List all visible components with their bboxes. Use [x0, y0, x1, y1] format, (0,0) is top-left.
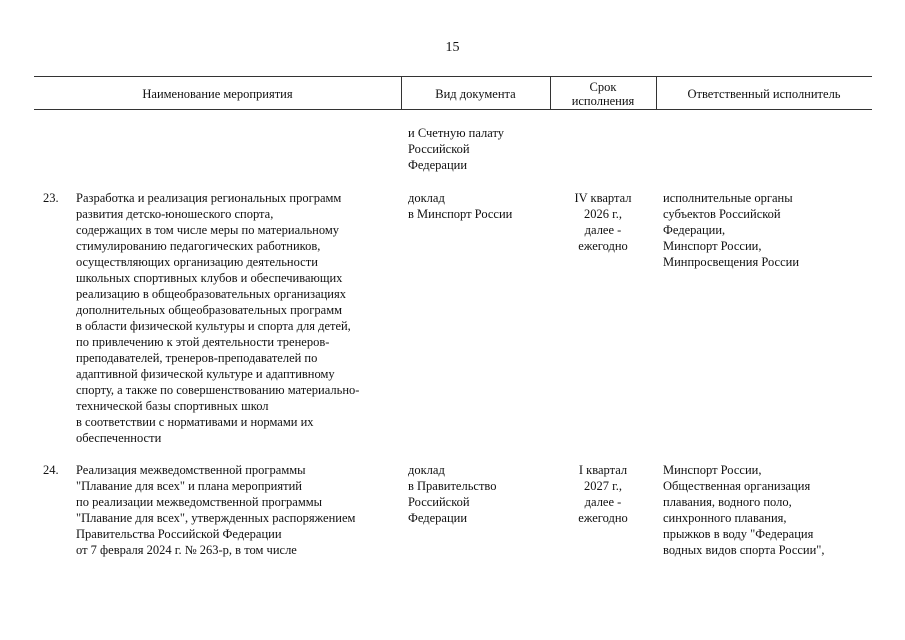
- header-name: Наименование мероприятия: [142, 86, 293, 101]
- page-number: 15: [445, 40, 460, 55]
- row-term: I квартал 2027 г., далее - ежегодно: [578, 463, 628, 525]
- header-term: Срок исполнения: [571, 79, 635, 108]
- row-name: Реализация межведомственной программы "Плавание для всех" и плана мероприятий по реализации межведомственной программы "Плавание для всех", утвержденных распоряжением Правительства Российской Федерации от 7 февраля 2024 г. № 263-р, в том числе: [76, 463, 356, 557]
- table-top-rule: [34, 76, 872, 77]
- row-doc: доклад в Минспорт России: [408, 191, 513, 221]
- row-term: IV квартал 2026 г., далее - ежегодно: [574, 191, 632, 253]
- row-exec: Минспорт России, Общественная организация плавания, водного поло, синхронного плавания, прыжков в воду "Федерация водных видов спорта России",: [663, 463, 825, 557]
- row-name: Разработка и реализация региональных программ развития детско-юношеского спорта, содержащих в том числе меры по материальному стимулированию педагогических работников, осуществляющих организацию деятельности школьных спортивных клубов и обеспечивающих реализацию в общеобразовательных организациях дополнительных общеобразовательных программ в области физической культуры и спорта для детей, по привлечению к этой деятельности тренеров- преподавателей, тренеров-преподавателей по адаптивной физической культуре и адаптивному спорту, а также по совершенствованию материально- технической базы спортивных школ в соответствии с нормативами и нормами их обеспеченности: [76, 191, 360, 445]
- table-header-rule: [34, 109, 872, 110]
- header-doc: Вид документа: [435, 86, 516, 101]
- row-doc: доклад в Правительство Российской Федерации: [408, 463, 497, 525]
- row-exec: исполнительные органы субъектов Российской Федерации, Минспорт России, Минпросвещения России: [663, 191, 800, 269]
- row-number: 23.: [43, 191, 59, 205]
- header-exec: Ответственный исполнитель: [687, 86, 841, 101]
- continued-doc-cell: и Счетную палату Российской Федерации: [408, 126, 505, 172]
- row-number: 24.: [43, 463, 59, 477]
